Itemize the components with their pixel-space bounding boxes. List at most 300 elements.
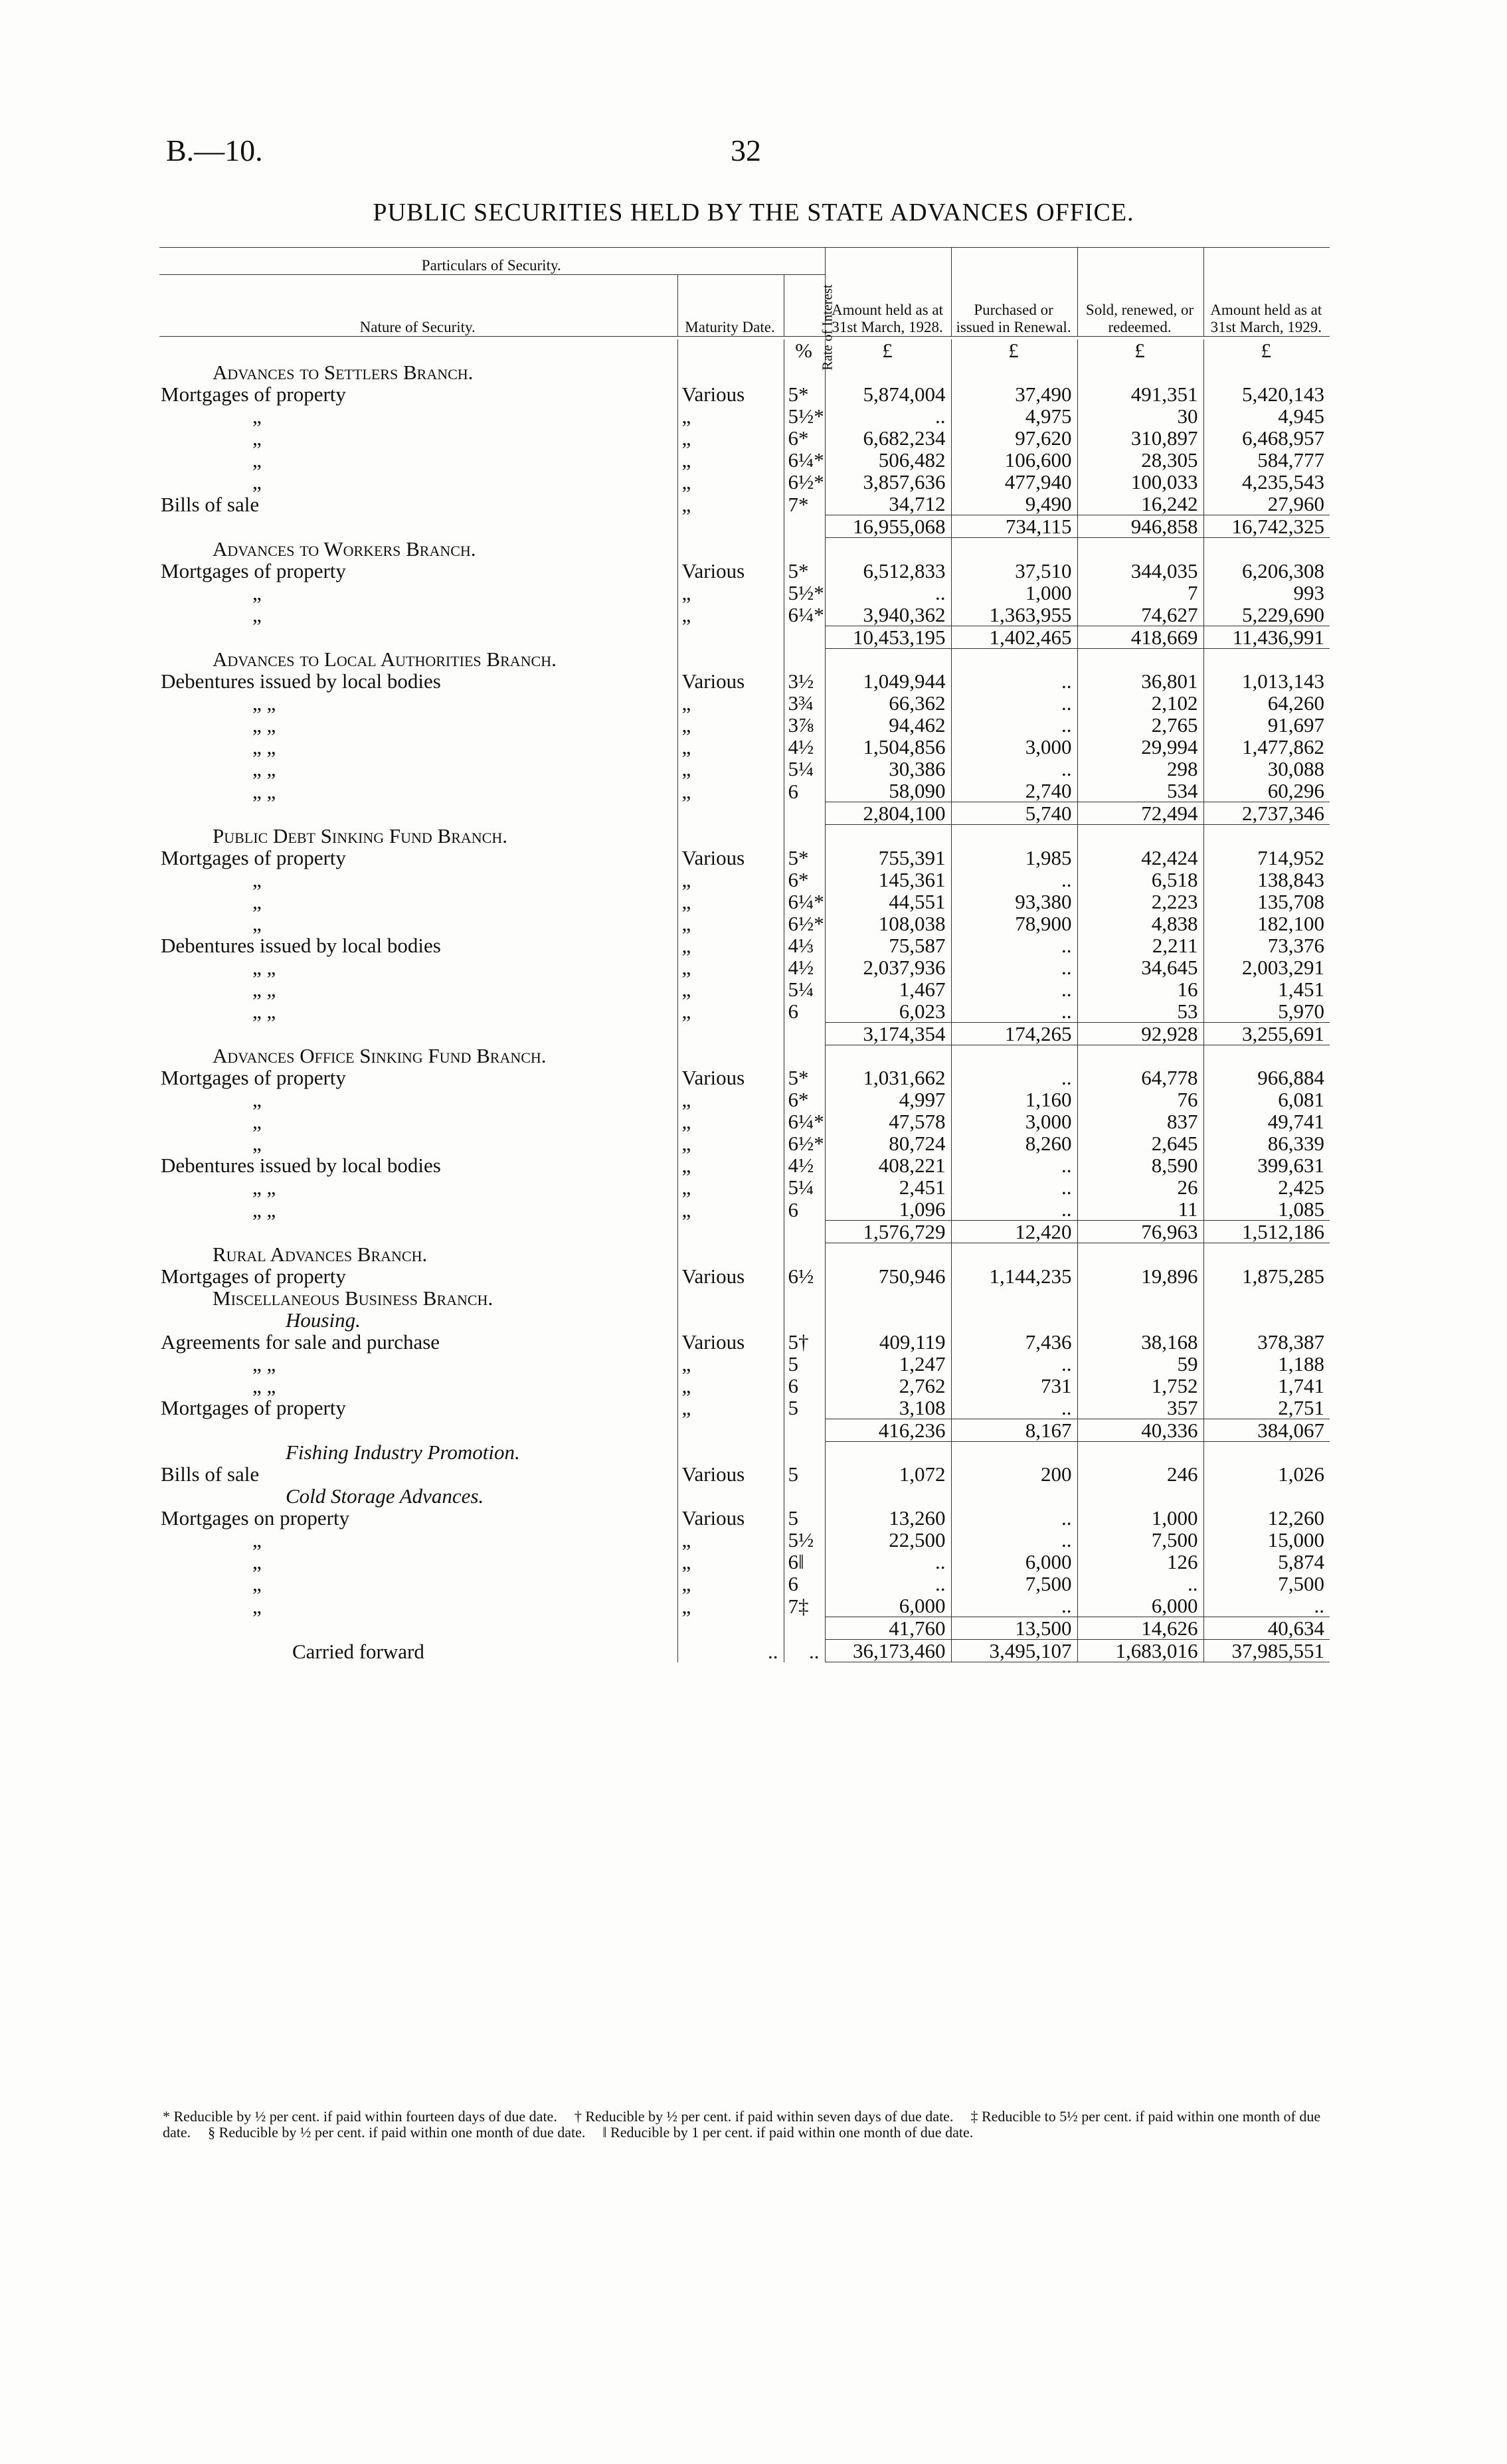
amount-sold: 59 [1077,1353,1203,1375]
interest-rate: 5½ [784,1529,825,1551]
amount-sold: 16 [1077,978,1203,1000]
table-row [159,427,1330,449]
amount-sold: 837 [1077,1110,1203,1132]
amount-held-1928: 58,090 [825,780,951,802]
amount-sold: 30 [1077,405,1203,427]
subtotal-spacer [159,1419,677,1441]
maturity-date: „ [677,891,784,913]
subsection-heading-label: Housing. [286,1308,361,1332]
spacer [1203,1243,1330,1265]
maturity-date: „ [677,449,784,471]
security-nature: „ „ [252,1197,276,1221]
security-nature: Agreements for sale and purchase [161,1330,440,1354]
spacer [951,1441,1077,1463]
spacer [825,648,951,670]
spacer [1077,1287,1203,1309]
amount-held-1928: .. [825,1573,951,1595]
amount-held-1929: 1,741 [1203,1375,1330,1397]
subtotal-spacer [784,1617,825,1640]
amount-sold: 26 [1077,1176,1203,1198]
subtotal-purchased: 5,740 [951,802,1077,825]
branch-heading [159,1243,1330,1265]
amount-held-1929: 60,296 [1203,780,1330,802]
subtotal-held-1928: 3,174,354 [825,1022,951,1045]
amount-purchased: .. [951,670,1077,692]
interest-rate: 4½ [784,1154,825,1176]
subtotal-purchased: 8,167 [951,1419,1077,1441]
interest-rate: 4½ [784,956,825,978]
amount-held-1929: 5,874 [1203,1551,1330,1573]
table-row [159,1397,1330,1419]
security-nature: Mortgages of property [161,1396,346,1419]
subtotal-held-1928: 416,236 [825,1419,951,1441]
amount-sold: 34,645 [1077,956,1203,978]
amount-sold: 246 [1077,1463,1203,1485]
interest-rate: 6¼* [784,604,825,626]
interest-rate: 5¼ [784,978,825,1000]
subsection-heading [159,1441,1330,1463]
table-row [159,692,1330,714]
amount-held-1929: 1,013,143 [1203,670,1330,692]
amount-held-1928: .. [825,582,951,604]
amount-sold: 11 [1077,1198,1203,1221]
pound-unit: £ [1203,339,1330,361]
amount-sold: 8,590 [1077,1154,1203,1176]
spacer [1203,1045,1330,1067]
subsection-heading-label: Cold Storage Advances. [286,1484,484,1508]
maturity-date: Various [677,1265,784,1287]
subtotal-row [159,1419,1330,1441]
spacer [1203,538,1330,560]
table-row [159,1067,1330,1089]
amount-held-1928: .. [825,1551,951,1573]
amount-held-1928: 1,049,944 [825,670,951,692]
spacer [825,1045,951,1067]
interest-rate: 7* [784,493,825,515]
amount-held-1928: 145,361 [825,869,951,891]
amount-sold: 1,752 [1077,1375,1203,1397]
amount-held-1928: 6,023 [825,1000,951,1023]
table-row [159,405,1330,427]
amount-held-1929: 5,420,143 [1203,383,1330,405]
table-row [159,956,1330,978]
table-row [159,1331,1330,1353]
spacer [951,1287,1077,1309]
purchased-header: Purchased or issued in Renewal. [951,248,1077,337]
security-nature: „ [252,867,262,891]
spacer [1203,1287,1330,1309]
spacer [677,1045,784,1067]
amount-held-1928: 3,857,636 [825,471,951,493]
spacer [1077,825,1203,847]
security-nature: „ „ [252,757,276,780]
amount-held-1929: 378,387 [1203,1331,1330,1353]
spacer [677,1309,784,1331]
amount-held-1928: 6,512,833 [825,560,951,582]
spacer [784,1309,825,1331]
security-nature: „ „ [252,1373,276,1397]
amount-held-1929: 5,229,690 [1203,604,1330,626]
amount-held-1929: 6,468,957 [1203,427,1330,449]
amount-held-1929: 2,751 [1203,1397,1330,1419]
security-nature: „ „ [252,735,276,758]
amount-held-1929: 27,960 [1203,493,1330,515]
amount-held-1928: 1,072 [825,1463,951,1485]
subtotal-sold: 92,928 [1077,1022,1203,1045]
subtotal-spacer [159,1221,677,1243]
spacer [1203,1485,1330,1507]
maturity-date: „ [677,493,784,515]
amount-held-1929: 64,260 [1203,692,1330,714]
maturity-date: „ [677,780,784,802]
amount-held-1929: 6,206,308 [1203,560,1330,582]
interest-rate: 6 [784,1375,825,1397]
amount-sold: 344,035 [1077,560,1203,582]
table-row [159,449,1330,471]
carried-forward-rate: .. [784,1640,825,1662]
carried-forward-row [159,1640,1330,1662]
interest-rate: 6‖ [784,1551,825,1573]
interest-rate: 6* [784,869,825,891]
amount-held-1929: 138,843 [1203,869,1330,891]
branch-heading-label: Miscellaneous Business Branch. [213,1286,493,1310]
amount-held-1929: 49,741 [1203,1110,1330,1132]
carried-forward-sold: 1,683,016 [1077,1640,1203,1662]
security-nature: Debentures issued by local bodies [161,669,441,693]
amount-held-1928: 5,874,004 [825,383,951,405]
spacer [784,1243,825,1265]
amount-sold: 2,645 [1077,1132,1203,1154]
subtotal-held-1929: 40,634 [1203,1617,1330,1640]
amount-held-1929: 1,188 [1203,1353,1330,1375]
security-nature: „ „ [252,713,276,737]
maturity-date: „ [677,405,784,427]
amount-sold: 16,242 [1077,493,1203,515]
amount-purchased: .. [951,1507,1077,1529]
spacer [951,538,1077,560]
spacer [677,1485,784,1507]
securities-table-container [159,247,1328,2100]
maturity-date: Various [677,1067,784,1089]
table-row [159,891,1330,913]
amount-held-1929: 6,081 [1203,1089,1330,1110]
amount-purchased: 97,620 [951,427,1077,449]
amount-sold: 310,897 [1077,427,1203,449]
amount-held-1928: .. [825,405,951,427]
pound-unit: £ [951,339,1077,361]
subtotal-held-1929: 2,737,346 [1203,802,1330,825]
footnote: § Reducible by ½ per cent. if paid within one month of due date. [208,2124,586,2141]
branch-heading-label: Advances to Workers Branch. [213,537,476,561]
interest-rate: 5* [784,847,825,869]
amount-purchased: 1,363,955 [951,604,1077,626]
subtotal-purchased: 734,115 [951,515,1077,538]
maturity-date: „ [677,736,784,758]
interest-rate: 7‡ [784,1595,825,1617]
amount-purchased: .. [951,1529,1077,1551]
subtotal-spacer [784,1419,825,1441]
branch-heading [159,825,1330,847]
spacer [1077,1485,1203,1507]
amount-purchased: 9,490 [951,493,1077,515]
spacer [1077,361,1203,383]
spacer [951,825,1077,847]
amount-sold: 126 [1077,1551,1203,1573]
security-nature: „ „ [252,691,276,715]
amount-held-1928: 408,221 [825,1154,951,1176]
amount-sold: .. [1077,1573,1203,1595]
interest-rate: 5½* [784,582,825,604]
spacer [951,361,1077,383]
amount-purchased: .. [951,1198,1077,1221]
amount-held-1929: 12,260 [1203,1507,1330,1529]
spacer [825,1485,951,1507]
interest-rate: 5* [784,560,825,582]
amount-held-1929: 5,970 [1203,1000,1330,1023]
amount-sold: 298 [1077,758,1203,780]
spacer [784,361,825,383]
amount-sold: 2,211 [1077,934,1203,956]
security-nature: „ „ [252,779,276,803]
subtotal-purchased: 174,265 [951,1022,1077,1045]
branch-heading [159,648,1330,670]
security-nature: Mortgages of property [161,1066,346,1089]
interest-rate: 5† [784,1331,825,1353]
amount-purchased: 37,490 [951,383,1077,405]
spacer [825,825,951,847]
subtotal-spacer [784,515,825,538]
table-row [159,869,1330,891]
maturity-date: Various [677,1331,784,1353]
table-row [159,560,1330,582]
amount-held-1928: 506,482 [825,449,951,471]
spacer [677,1243,784,1265]
table-row [159,493,1330,515]
spacer [951,1309,1077,1331]
subtotal-spacer [784,1022,825,1045]
amount-purchased: 3,000 [951,736,1077,758]
spacer [825,1309,951,1331]
security-nature: „ [252,911,262,935]
maturity-date: „ [677,869,784,891]
maturity-date: „ [677,956,784,978]
table-row [159,1551,1330,1573]
footnotes [163,2109,1322,2141]
carried-forward-purchased: 3,495,107 [951,1640,1077,1662]
amount-purchased: 2,740 [951,780,1077,802]
interest-rate: 6 [784,780,825,802]
branch-heading-label: Public Debt Sinking Fund Branch. [213,824,507,847]
amount-held-1929: 30,088 [1203,758,1330,780]
amount-held-1928: 108,038 [825,913,951,934]
spacer [677,538,784,560]
security-nature: „ [252,470,262,493]
amount-held-1929: 73,376 [1203,934,1330,956]
interest-rate: 6¼* [784,1110,825,1132]
rate-header [784,275,836,371]
spacer [677,1287,784,1309]
amount-purchased: .. [951,692,1077,714]
subtotal-spacer [677,1221,784,1243]
amount-held-1929: 135,708 [1203,891,1330,913]
subtotal-sold: 14,626 [1077,1617,1203,1640]
security-nature: Mortgages of property [161,383,346,406]
amount-purchased: 1,985 [951,847,1077,869]
maturity-date: „ [677,582,784,604]
units-row [159,339,1330,361]
subtotal-row [159,1221,1330,1243]
maturity-date: „ [677,1154,784,1176]
security-nature: „ [252,448,262,472]
amount-purchased: .. [951,1397,1077,1419]
interest-rate: 3¾ [784,692,825,714]
amount-held-1929: 15,000 [1203,1529,1330,1551]
amount-held-1928: 22,500 [825,1529,951,1551]
interest-rate: 6½* [784,471,825,493]
spacer [784,538,825,560]
amount-sold: 19,896 [1077,1265,1203,1287]
branch-heading [159,1045,1330,1067]
maturity-date: „ [677,1000,784,1023]
footnote: ‡ Reducible to 5½ per cent. if paid within one month of due date. [163,2108,1321,2141]
subtotal-sold: 72,494 [1077,802,1203,825]
table-row [159,1353,1330,1375]
table-row [159,714,1330,736]
subtotal-spacer [677,515,784,538]
amount-held-1928: 1,096 [825,1198,951,1221]
security-nature: Mortgages of property [161,559,346,582]
amount-sold: 74,627 [1077,604,1203,626]
spacer [1077,538,1203,560]
amount-purchased: .. [951,869,1077,891]
securities-table [159,247,1330,1662]
table-row [159,1595,1330,1617]
interest-rate: 6* [784,1089,825,1110]
securities-table-body [159,339,1330,1662]
nature-header: Nature of Security. [159,275,677,337]
spacer [825,1287,951,1309]
spacer [1077,1309,1203,1331]
interest-rate: 4⅓ [784,934,825,956]
subtotal-held-1929: 1,512,186 [1203,1221,1330,1243]
spacer [784,648,825,670]
spacer [825,538,951,560]
security-nature: „ „ [252,1000,276,1023]
amount-held-1929: 714,952 [1203,847,1330,869]
amount-held-1929: 7,500 [1203,1573,1330,1595]
amount-held-1929: 399,631 [1203,1154,1330,1176]
subtotal-row [159,1617,1330,1640]
amount-held-1928: 44,551 [825,891,951,913]
amount-held-1929: 1,451 [1203,978,1330,1000]
amount-held-1929: 1,477,862 [1203,736,1330,758]
branch-heading-label: Rural Advances Branch. [213,1242,428,1266]
amount-held-1928: 2,451 [825,1176,951,1198]
security-nature: „ [252,580,262,604]
amount-sold: 491,351 [1077,383,1203,405]
spacer [1203,1441,1330,1463]
maturity-date: „ [677,1551,784,1573]
subtotal-spacer [784,802,825,825]
spacer [1077,1243,1203,1265]
amount-purchased: .. [951,1176,1077,1198]
amount-sold: 38,168 [1077,1331,1203,1353]
table-row [159,383,1330,405]
amount-sold: 4,838 [1077,913,1203,934]
maturity-date: Various [677,1507,784,1529]
maturity-date: „ [677,1595,784,1617]
interest-rate: 5 [784,1397,825,1419]
subtotal-spacer [159,515,677,538]
spacer [1203,361,1330,383]
subtotal-sold: 946,858 [1077,515,1203,538]
amount-sold: 357 [1077,1397,1203,1419]
security-nature: „ [252,426,262,450]
carried-forward-held-1928: 36,173,460 [825,1640,951,1662]
amount-held-1928: 66,362 [825,692,951,714]
interest-rate: 6 [784,1000,825,1023]
subtotal-row [159,626,1330,648]
maturity-date: „ [677,714,784,736]
spacer [677,648,784,670]
subtotal-spacer [784,1221,825,1243]
amount-purchased: 1,000 [951,582,1077,604]
amount-purchased: 3,000 [951,1110,1077,1132]
amount-held-1929: 91,697 [1203,714,1330,736]
amount-purchased: 8,260 [951,1132,1077,1154]
amount-sold: 7,500 [1077,1529,1203,1551]
pound-unit: £ [825,339,951,361]
security-nature: „ [252,1594,262,1618]
table-row [159,1198,1330,1221]
amount-held-1929: 584,777 [1203,449,1330,471]
maturity-date: Various [677,1463,784,1485]
subtotal-purchased: 12,420 [951,1221,1077,1243]
subtotal-purchased: 13,500 [951,1617,1077,1640]
amount-purchased: .. [951,1353,1077,1375]
amount-held-1929: 993 [1203,582,1330,604]
subtotal-held-1928: 1,576,729 [825,1221,951,1243]
maturity-date: „ [677,758,784,780]
spacer [677,361,784,383]
branch-heading [159,361,1330,383]
maturity-date: Various [677,847,784,869]
table-row [159,1463,1330,1485]
table-row [159,1573,1330,1595]
interest-rate: 5 [784,1463,825,1485]
security-nature: „ [252,1572,262,1595]
interest-rate: 3⅞ [784,714,825,736]
amount-held-1928: 75,587 [825,934,951,956]
amount-sold: 2,223 [1077,891,1203,913]
table-row [159,758,1330,780]
spacer [825,1441,951,1463]
interest-rate: 6¼* [784,449,825,471]
table-row [159,471,1330,493]
percent-unit: % [784,339,825,361]
table-row [159,1507,1330,1529]
amount-held-1928: 750,946 [825,1265,951,1287]
security-nature: „ [252,889,262,913]
security-nature: „ [252,603,262,626]
maturity-header: Maturity Date. [677,275,784,337]
amount-held-1929: 1,085 [1203,1198,1330,1221]
interest-rate: 5 [784,1507,825,1529]
page-title: PUBLIC SECURITIES HELD BY THE STATE ADVANCES OFFICE. [373,199,1134,226]
amount-purchased: 78,900 [951,913,1077,934]
table-row [159,780,1330,802]
amount-purchased: .. [951,1067,1077,1089]
